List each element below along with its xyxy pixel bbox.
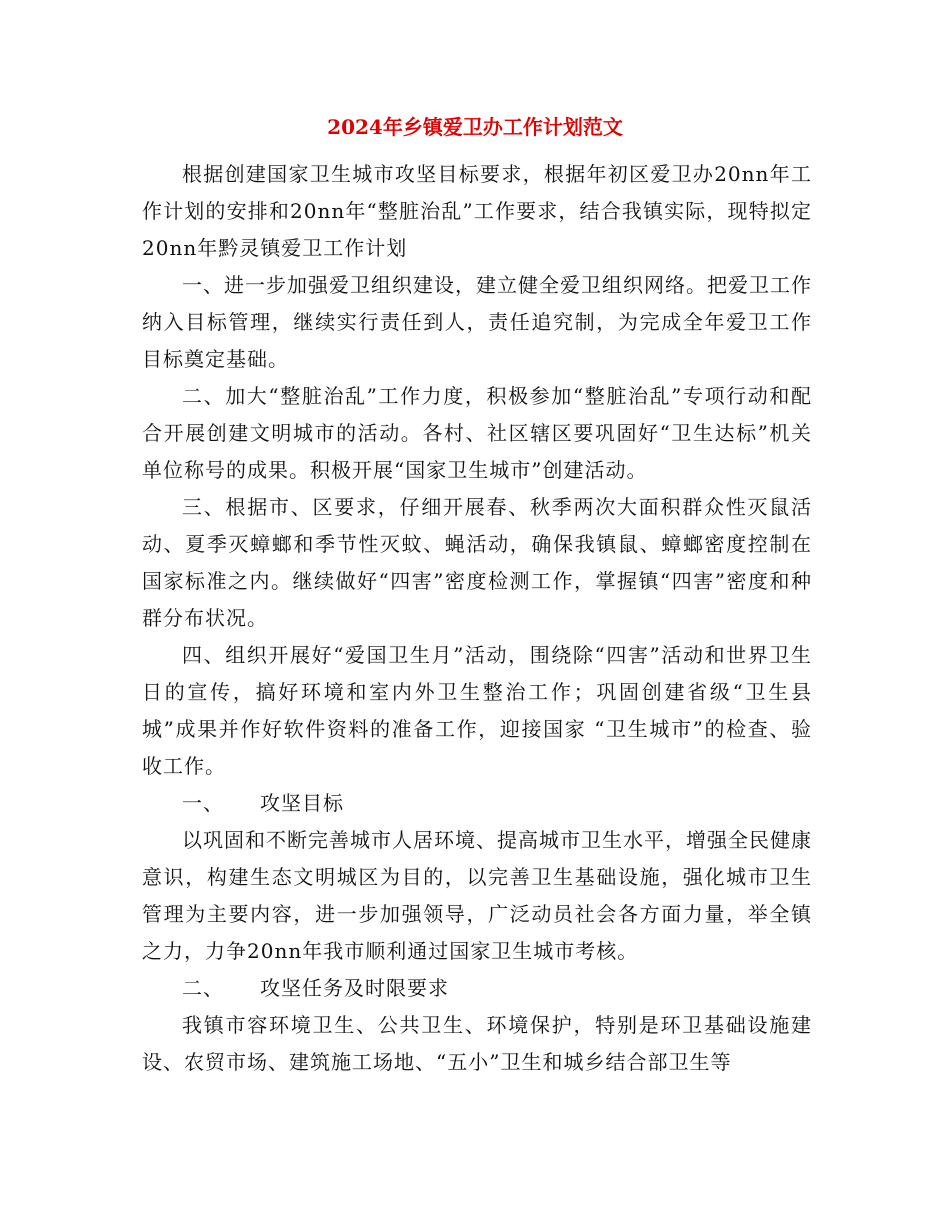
paragraph-item-1: 一、进一步加强爱卫组织建设，建立健全爱卫组织网络。把爱卫工作纳入目标管理，继续实行责任到人，责任追究制，为完成全年爱卫工作目标奠定基础。 [142, 273, 812, 371]
paragraph-item-4: 四、组织开展好“爱国卫生月”活动，围绕除“四害”活动和世界卫生日的宣传，搞好环境和室内外卫生整治工作；巩固创建省级“卫生县城”成果并作好软件资料的准备工作，迎接国家 “卫生城市”的检查、验收工作。 [142, 643, 812, 778]
section-heading-1 [142, 785, 812, 822]
section-title-1: 攻坚目标 [260, 791, 344, 815]
section-paragraph-1: 以巩固和不断完善城市人居环境、提高城市卫生水平，增强全民健康意识，构建生态文明城区为目的，以完善卫生基础设施，强化城市卫生管理为主要内容，进一步加强领导，广泛动员社会各方面力量，举全镇之力，力争20nn年我市顺利通过国家卫生城市考核。 [142, 828, 812, 963]
paragraph-item-2: 二、加大“整脏治乱”工作力度，积极参加“整脏治乱”专项行动和配合开展创建文明城市的活动。各村、社区辖区要巩固好“卫生达标”机关单位称号的成果。积极开展“国家卫生城市”创建活动。 [142, 384, 812, 482]
paragraph-intro: 根据创建国家卫生城市攻坚目标要求，根据年初区爱卫办20nn年工作计划的安排和20nn年“整脏治乱”工作要求，结合我镇实际，现特拟定20nn年黔灵镇爱卫工作计划 [142, 162, 812, 260]
paragraph-item-3: 三、根据市、区要求，仔细开展春、秋季两次大面积群众性灭鼠活动、夏季灭蟑螂和季节性灭蚊、蝇活动，确保我镇鼠、蟑螂密度控制在国家标准之内。继续做好“四害”密度检测工作，掌握镇“四害”密度和种群分布状况。 [142, 495, 812, 630]
section-heading-2 [142, 970, 812, 1007]
section-number-1: 一、 [182, 791, 224, 815]
document-title: 2024年乡镇爱卫办工作计划范文 [327, 115, 623, 139]
section-title-2: 攻坚任务及时限要求 [260, 976, 449, 1000]
section-paragraph-2: 我镇市容环境卫生、公共卫生、环境保护，特别是环卫基础设施建设、农贸市场、建筑施工场地、“五小”卫生和城乡结合部卫生等 [142, 1013, 812, 1074]
document-body [142, 156, 812, 1081]
section-number-2: 二、 [182, 976, 224, 1000]
